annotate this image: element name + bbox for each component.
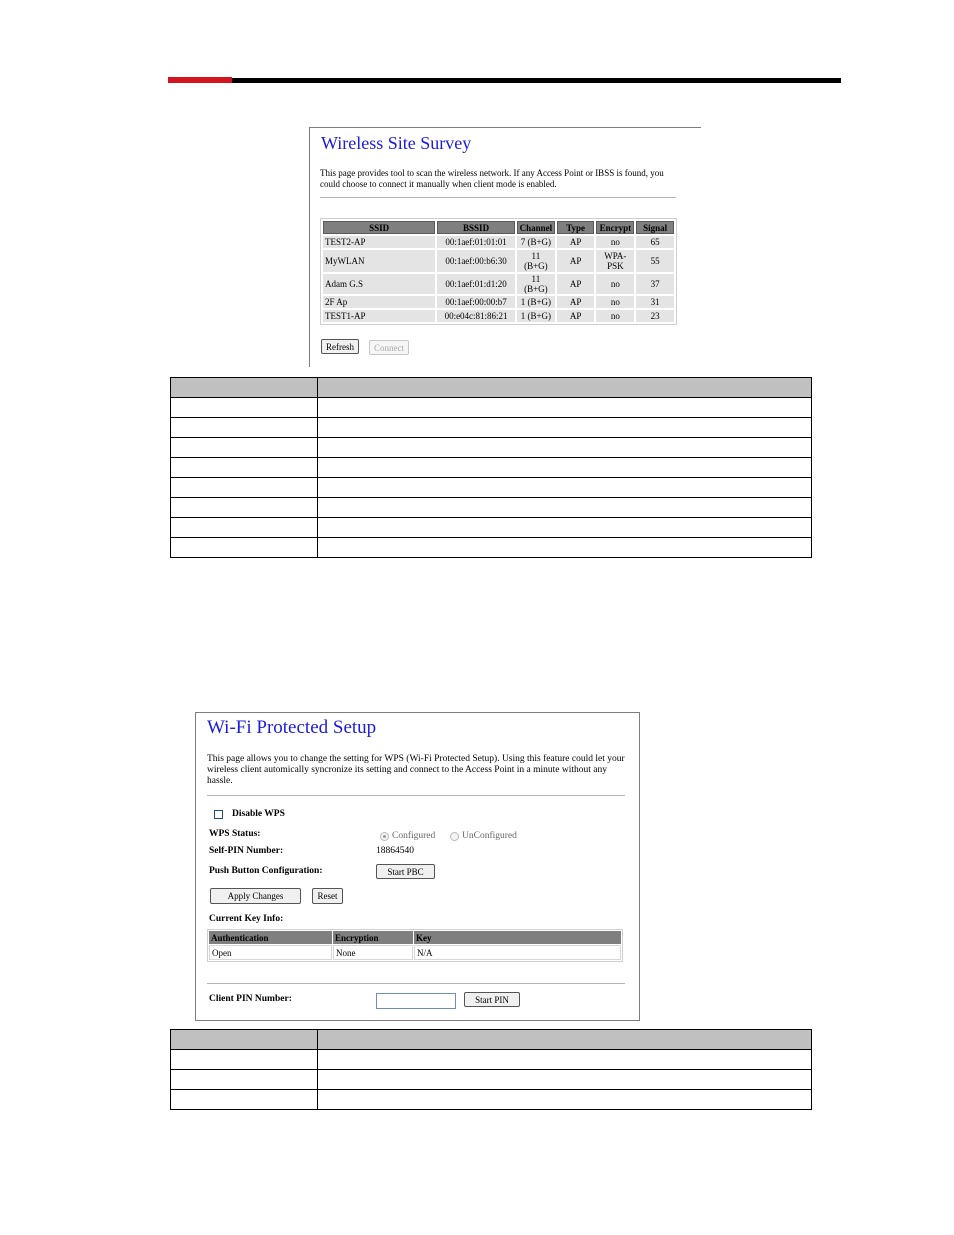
- wps-frame-border: [195, 1020, 640, 1021]
- site-survey-table: [320, 218, 677, 325]
- column-header-authentication: Authentication: [209, 931, 332, 944]
- column-header-bssid: BSSID: [437, 221, 515, 234]
- cell-authentication: Open: [209, 945, 332, 960]
- cell-bssid: 00:1aef:01:01:01: [437, 236, 515, 248]
- table-row: [171, 498, 812, 518]
- cell-encrypt: no: [596, 296, 634, 308]
- cell-type: AP: [557, 310, 595, 322]
- start-pin-button[interactable]: Start PIN: [464, 992, 520, 1007]
- self-pin-value: 18864540: [376, 846, 414, 856]
- self-pin-label: Self-PIN Number:: [209, 846, 284, 856]
- column-header-ssid: SSID: [323, 221, 435, 234]
- refresh-button[interactable]: Refresh: [321, 339, 359, 354]
- table-header-row: [209, 931, 621, 944]
- cell-encrypt: no: [596, 274, 634, 294]
- reset-button[interactable]: Reset: [312, 888, 343, 904]
- table-row: [171, 398, 812, 418]
- survey-frame-border: [309, 127, 310, 367]
- status-unconfigured-radio[interactable]: [450, 832, 459, 841]
- cell-type: AP: [557, 236, 595, 248]
- cell-ssid: 2F Ap: [323, 296, 435, 308]
- current-key-table: [207, 929, 623, 962]
- cell-bssid: 00:1aef:00:00:b7: [437, 296, 515, 308]
- field-description-table-wps: [170, 1029, 812, 1110]
- table-row: [171, 438, 812, 458]
- table-header-row: [323, 221, 674, 234]
- survey-title: Wireless Site Survey: [321, 133, 472, 153]
- header-rule-red: [168, 77, 232, 83]
- table-header-cell: [318, 1030, 812, 1050]
- cell-channel: 1 (B+G): [517, 310, 555, 322]
- table-header-cell: [318, 378, 812, 398]
- survey-divider: [320, 197, 676, 198]
- wps-title: Wi-Fi Protected Setup: [207, 717, 377, 738]
- status-configured-radio[interactable]: [380, 832, 389, 841]
- disable-wps-label: Disable WPS: [232, 809, 285, 819]
- wps-frame-border: [195, 712, 640, 713]
- cell-bssid: 00:1aef:01:d1:20: [437, 274, 515, 294]
- cell-signal: 31: [636, 296, 674, 308]
- status-configured-label: Configured: [392, 831, 436, 841]
- cell-encrypt: no: [596, 310, 634, 322]
- survey-description: This page provides tool to scan the wireless network. If any Access Point or IBSS is found, you could choose to connect it manually when client mode is enabled.: [320, 168, 664, 189]
- cell-type: AP: [557, 250, 595, 272]
- table-row: [171, 1070, 812, 1090]
- cell-type: AP: [557, 296, 595, 308]
- status-unconfigured-label: UnConfigured: [462, 831, 517, 841]
- wps-status-label: WPS Status:: [209, 829, 261, 839]
- cell-ssid: Adam G.S: [323, 274, 435, 294]
- cell-key: N/A: [414, 945, 621, 960]
- table-row[interactable]: [323, 236, 674, 248]
- field-description-table-survey: [170, 377, 812, 558]
- current-key-info-label: Current Key Info:: [209, 914, 284, 924]
- cell-encrypt: WPA-PSK: [596, 250, 634, 272]
- apply-changes-button[interactable]: Apply Changes: [210, 888, 301, 904]
- table-row[interactable]: [323, 296, 674, 308]
- header-rule-black: [232, 78, 841, 83]
- cell-bssid: 00:1aef:00:b6:30: [437, 250, 515, 272]
- pbc-label: Push Button Configuration:: [209, 866, 323, 876]
- wps-frame-border: [195, 712, 196, 1021]
- cell-type: AP: [557, 274, 595, 294]
- column-header-type: Type: [557, 221, 595, 234]
- client-pin-input[interactable]: [376, 993, 456, 1009]
- table-row: [171, 1090, 812, 1110]
- table-row[interactable]: [323, 250, 674, 272]
- cell-channel: 1 (B+G): [517, 296, 555, 308]
- cell-signal: 23: [636, 310, 674, 322]
- cell-channel: 7 (B+G): [517, 236, 555, 248]
- cell-ssid: TEST1-AP: [323, 310, 435, 322]
- connect-button[interactable]: Connect: [369, 340, 409, 355]
- survey-frame-border: [309, 127, 701, 128]
- table-row[interactable]: [323, 274, 674, 294]
- column-header-encrypt: Encrypt: [596, 221, 634, 234]
- table-row: [171, 538, 812, 558]
- wps-description: This page allows you to change the setting for WPS (Wi-Fi Protected Setup). Using this feature could let your wireless client automically syncronize its setting and connect to the Access Point in a minute without any hassle.: [207, 754, 625, 786]
- wps-divider: [207, 983, 625, 984]
- table-header-cell: [171, 1030, 318, 1050]
- cell-encryption: None: [333, 945, 413, 960]
- table-row: [171, 1050, 812, 1070]
- table-row: [171, 478, 812, 498]
- cell-signal: 65: [636, 236, 674, 248]
- client-pin-label: Client PIN Number:: [209, 994, 292, 1004]
- column-header-encryption: Encryption: [333, 931, 413, 944]
- table-row[interactable]: [323, 310, 674, 322]
- disable-wps-checkbox[interactable]: [214, 810, 223, 819]
- start-pbc-button[interactable]: Start PBC: [376, 864, 435, 879]
- table-row: [171, 418, 812, 438]
- table-row: [209, 945, 621, 960]
- cell-channel: 11 (B+G): [517, 274, 555, 294]
- table-row: [171, 458, 812, 478]
- cell-channel: 11 (B+G): [517, 250, 555, 272]
- column-header-channel: Channel: [517, 221, 555, 234]
- wps-frame-border: [639, 712, 640, 1021]
- cell-bssid: 00:e04c:81:86:21: [437, 310, 515, 322]
- table-row: [171, 518, 812, 538]
- cell-ssid: MyWLAN: [323, 250, 435, 272]
- cell-ssid: TEST2-AP: [323, 236, 435, 248]
- wps-divider: [207, 795, 625, 796]
- column-header-signal: Signal: [636, 221, 674, 234]
- cell-signal: 55: [636, 250, 674, 272]
- cell-signal: 37: [636, 274, 674, 294]
- cell-encrypt: no: [596, 236, 634, 248]
- table-header-cell: [171, 378, 318, 398]
- column-header-key: Key: [414, 931, 621, 944]
